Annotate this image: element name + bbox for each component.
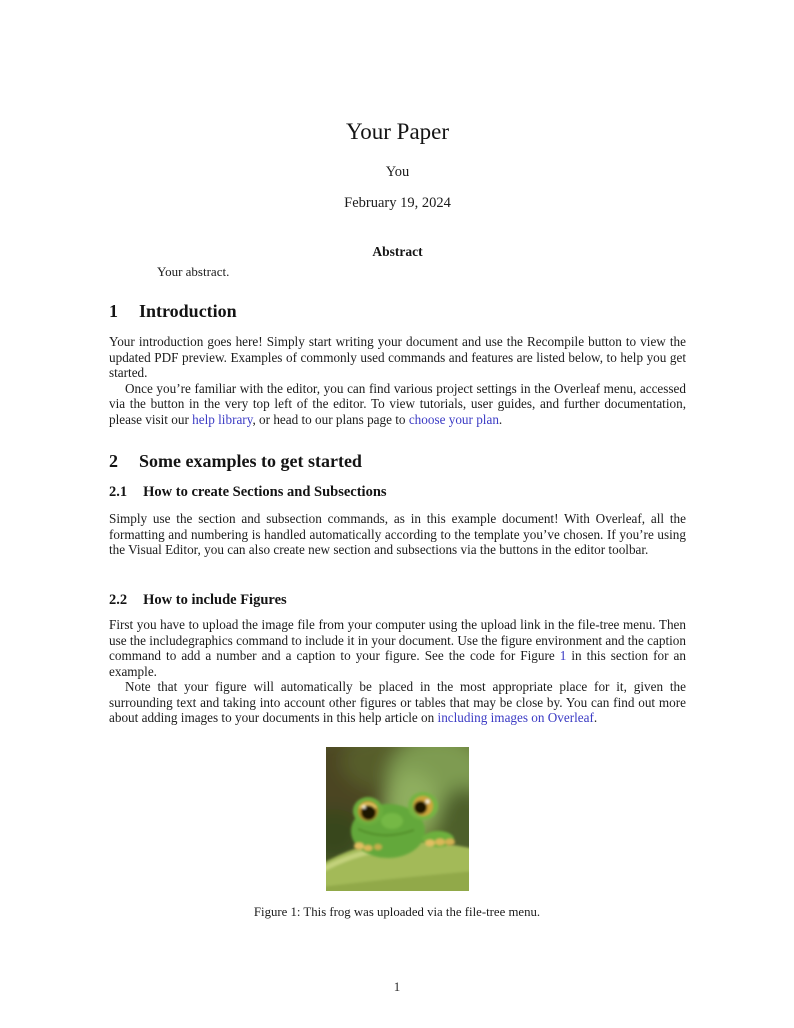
paper-title: Your Paper — [345, 119, 450, 144]
subsection-2-2-title: How to include Figures — [143, 592, 287, 608]
figures-paragraph-2 — [109, 679, 686, 726]
abstract-heading: Abstract — [372, 244, 423, 259]
intro-p2-text: . — [498, 411, 503, 427]
abstract-body: Your abstract. — [157, 264, 230, 279]
paper-author: You — [385, 164, 410, 180]
intro-paragraph-2 — [109, 381, 686, 428]
figures-p1-text: First you have to upload the image file from your computer using the upload link in the file-tree menu. Then use the includegraphics command to include it in your document. Use the figure environment and the caption command to add a number and a caption to your figure. See the code for Figure — [109, 617, 686, 663]
section-2-number: 2 — [109, 451, 118, 471]
figure-1-caption: Figure 1: This frog was uploaded via the file-tree menu. — [253, 905, 541, 919]
section-1-title: Introduction — [139, 301, 237, 321]
intro-paragraph-1: Your introduction goes here! Simply start writing your document and use the Recompile button to view the updated PDF preview. Examples of commonly used commands and features are listed below, to help you get started. — [109, 334, 686, 380]
section-2-heading — [109, 451, 686, 472]
figures-p1-text: in this section for an example. — [109, 648, 686, 679]
help-library-link[interactable]: help library — [192, 411, 253, 427]
subsection-2-1-title: How to create Sections and Subsections — [143, 484, 387, 500]
including-images-on-overleaf-link[interactable]: including images on Overleaf — [437, 710, 594, 725]
figures-paragraphs — [109, 617, 686, 726]
figures-p2-text: . — [593, 710, 598, 725]
subsection-2-2-heading — [109, 592, 686, 609]
figure-1-reference-link[interactable]: 1 — [559, 648, 567, 663]
intro-paragraphs — [109, 334, 686, 427]
figure-1 — [0, 747, 794, 891]
paper-date: February 19, 2024 — [344, 195, 451, 211]
section-1-heading — [109, 301, 686, 322]
subsection-2-2-number: 2.2 — [109, 592, 128, 608]
intro-p2-text: Once you’re familiar with the editor, you can find various project settings in the Overleaf menu, accessed via the button in the very top left of the editor. To view tutorials, user guides, and further documentation, please visit our — [109, 380, 686, 427]
section-2-title: Some examples to get started — [139, 451, 362, 471]
subsections-paragraph: Simply use the section and subsection commands, as in this example document! With Overleaf, all the formatting and numbering is handled automatically according to the template you’ve chosen. If you’re using the Visual Editor, you can also create new section and subsections via the buttons in the editor toolbar. — [109, 511, 686, 557]
intro-p2-text: , or head to our plans page to — [252, 411, 409, 427]
subsection-2-1-number: 2.1 — [109, 484, 128, 500]
page-number: 1 — [393, 979, 401, 994]
choose-your-plan-link[interactable]: choose your plan — [408, 411, 499, 427]
section-1-number: 1 — [109, 301, 118, 321]
frog-photo — [326, 747, 469, 891]
figures-p2-text: Note that your figure will automatically be placed in the most appropriate place for it, given the surrounding text and taking into account other figures or tables that may be close by. You can find out more about adding images to your documents in this help article on — [109, 679, 686, 725]
figures-paragraph-1 — [109, 617, 686, 679]
subsection-2-1-heading — [109, 484, 686, 501]
